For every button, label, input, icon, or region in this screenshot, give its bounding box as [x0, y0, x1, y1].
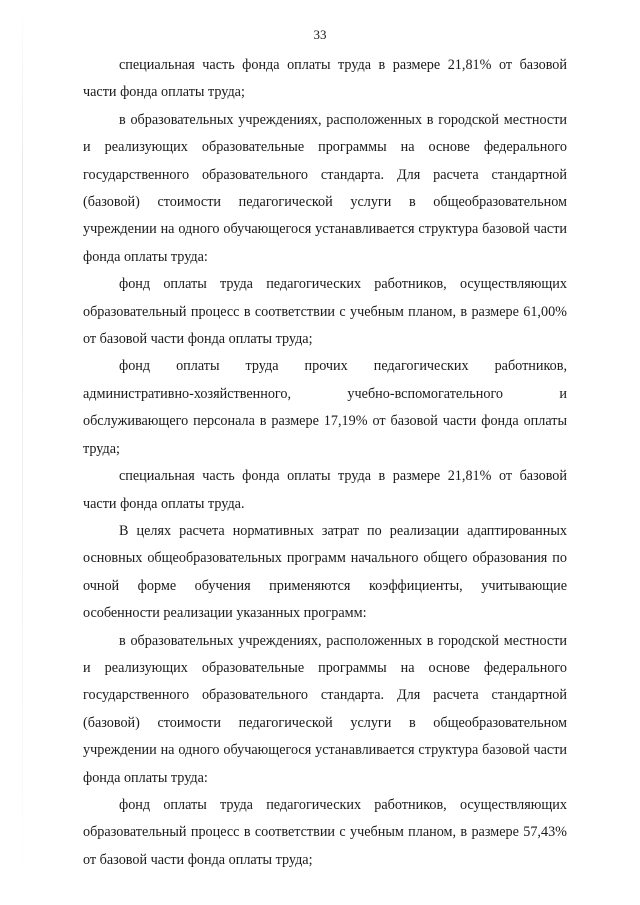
document-body	[83, 52, 567, 874]
paragraph-urban-schools-2: в образовательных учреждениях, расположенных в городской местности и реализующих образовательные программы на основе федерального государственного образовательного стандарта. Для расчета стандартной (базовой) стоимости педагогической услуги в общеобразовательном учреждении на одного обучающегося устанавливается структура базовой части фонда оплаты труда:	[83, 632, 567, 786]
paragraph-special-fund-2: специальная часть фонда оплаты труда в размере 21,81% от базовой части фонда оплаты труда.	[83, 468, 567, 512]
paragraph-special-fund-1: специальная часть фонда оплаты труда в размере 21,81% от базовой части фонда оплаты труда;	[83, 57, 567, 101]
paragraph-urban-schools-1: в образовательных учреждениях, расположенных в городской местности и реализующих образовательные программы на основе федерального государственного образовательного стандарта. Для расчета стандартной (базовой) стоимости педагогической услуги в общеобразовательном учреждении на одного обучающегося устанавливается структура базовой части фонда оплаты труда:	[83, 111, 567, 265]
paragraph-other-staff-fund: фонд оплаты труда прочих педагогических работников, административно-хозяйственного, учебно-вспомогательного и обслуживающего персонала в размере 17,19% от базовой части фонда оплаты труда;	[83, 358, 567, 457]
paragraph-adapted-programs: В целях расчета нормативных затрат по реализации адаптированных основных общеобразовательных программ начального общего образования по очной форме обучения применяются коэффициенты, учитывающие особенности реализации указанных программ:	[83, 522, 567, 622]
paragraph-teacher-fund-1: фонд оплаты труда педагогических работников, осуществляющих образовательный процесс в соответствии с учебным планом, в размере 61,00% от базовой части фонда оплаты труда;	[83, 276, 567, 348]
paragraph-teacher-fund-2: фонд оплаты труда педагогических работников, осуществляющих образовательный процесс в соответствии с учебным планом, в размере 57,43% от базовой части фонда оплаты труда;	[83, 796, 567, 868]
page-number: 33	[313, 27, 327, 42]
scan-edge-shadow	[22, 0, 23, 905]
